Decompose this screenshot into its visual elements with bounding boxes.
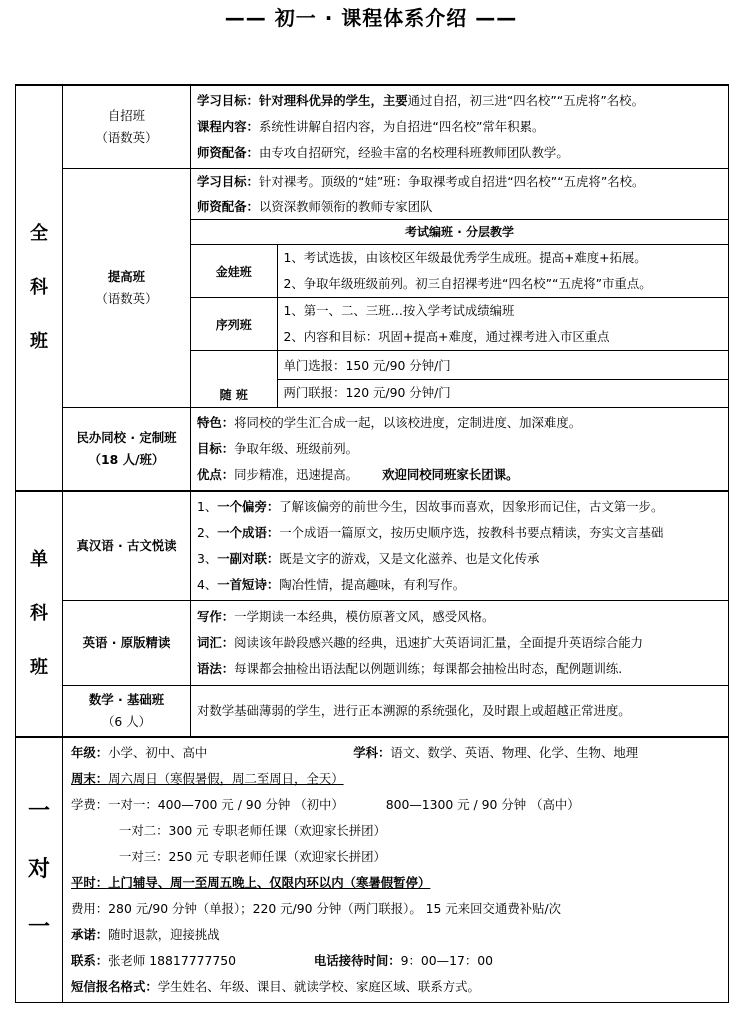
- class-size: （6 人）: [102, 714, 151, 729]
- line-label: 师资配备：: [197, 145, 259, 160]
- sub-name: 序列班: [191, 298, 277, 351]
- sub-row-xulie: [191, 298, 728, 351]
- class-name: 真汉语 · 古文悦读: [76, 538, 177, 553]
- desc-minban: [191, 408, 729, 492]
- desc-shuxue: [191, 686, 729, 738]
- class-name: 自招班: [107, 108, 146, 123]
- class-shuxue: [63, 686, 191, 738]
- category-label: 单 科 班: [30, 549, 48, 678]
- line-label: 一个成语：: [217, 525, 280, 540]
- subject-label: 学科：: [353, 745, 391, 760]
- sms-label: 短信报名格式：: [71, 979, 158, 994]
- line-text: 针对裸考。顶级的“娃”班：争取裸考或自招进“四名校”“五虎将”名校。: [258, 174, 645, 189]
- line-text: 对数学基础薄弱的学生，进行正本溯源的系统强化，及时跟上或超越正常进度。: [197, 703, 631, 718]
- category-label: 一 对 一: [27, 799, 50, 940]
- line-num: 3、: [197, 551, 218, 566]
- line-text: 将同校的学生汇合成一起，以该校进度，定制进度、加深难度。: [234, 415, 582, 430]
- contact-value: 张老师 18817777750: [108, 953, 236, 968]
- class-subjects: （语数英）: [95, 291, 158, 306]
- category-quanke: [16, 85, 63, 491]
- desc-zizhao: [191, 85, 729, 169]
- line-label: 写作：: [197, 609, 235, 624]
- line-text: 以资深教师领衔的教师专家团队: [258, 199, 433, 214]
- fee-label: 学费：: [71, 797, 109, 812]
- line-text: 一个成语一篇原文，按历史顺序选，按教科书要点精读，夯实文言基础: [279, 525, 664, 540]
- promise-value: 随时退款，迎接挑战: [108, 927, 220, 942]
- weekday-label: 平时：: [71, 875, 109, 890]
- row-tigao: [16, 169, 729, 408]
- class-minban: [63, 408, 191, 492]
- line-text: 了解该偏旁的前世今生，因故事而喜欢，因象形而记住，古文第一步。: [279, 499, 664, 514]
- weekday-end: ）: [417, 875, 431, 890]
- grade-label: 年级：: [71, 745, 109, 760]
- sms-value: 学生姓名、年级、课目、就读学校、家庭区域、联系方式。: [157, 979, 480, 994]
- line-num: 4、: [197, 577, 218, 592]
- class-size: （18 人/班）: [88, 452, 165, 467]
- class-name: 数学 · 基础班: [88, 692, 165, 707]
- row-minban: [16, 408, 729, 492]
- hours-value: 9：00—17：00: [400, 953, 493, 968]
- row-zizhao: [16, 85, 729, 169]
- line-num: 1、: [197, 499, 218, 514]
- sub-line: 单门选报：150 元/90 分钟/门: [278, 353, 729, 380]
- desc-hanyu: [191, 491, 729, 601]
- line-label: 一个偏旁：: [217, 499, 280, 514]
- class-yingyu: [63, 601, 191, 686]
- line-text: 一学期读一本经典，模仿原著文风，感受风格。: [234, 609, 495, 624]
- line-text: 每课都会抽检出语法配以例题训练；每课都会抽检出时态，配例题训练.: [234, 661, 623, 676]
- cost-line: 费用：280 元/90 分钟（单报）；220 元/90 分钟（两门联报）。 15 元来回交通费补贴/次: [71, 901, 562, 916]
- sub-classes: [191, 245, 728, 407]
- weekday-value: 上门辅导、周一至周五晚上、仅限内环以内（: [108, 875, 356, 890]
- sub-name: 随 班: [191, 351, 277, 408]
- sub-name: 金娃班: [191, 245, 277, 298]
- category-yiduiyi: [16, 737, 63, 1003]
- line-text: 同步精准，迅速提高。: [234, 467, 359, 482]
- line-label: 词汇：: [197, 635, 235, 650]
- line-label: 语法：: [197, 661, 235, 676]
- line-label: 目标：: [197, 441, 235, 456]
- class-hanyu: [63, 491, 191, 601]
- row-yingyu: [16, 601, 729, 686]
- line-text: 系统性讲解自招内容，为自招进“四名校”常年积累。: [258, 119, 545, 134]
- course-table: [15, 84, 729, 1003]
- fee-1b: 800—1300 元 / 90 分钟 （高中）: [385, 797, 580, 812]
- sub-line: 2、争取年级班级前列。初三自招裸考进“四名校”“五虎将”市重点。: [283, 276, 652, 291]
- fee-3: 一对三：250 元 专职老师任课（欢迎家长拼团）: [119, 849, 386, 864]
- sub-row-suiban: [191, 351, 728, 408]
- line-extra: 欢迎同校同班家长团课。: [382, 467, 519, 482]
- line-text: 既是文字的游戏，又是文化滋养、也是文化传承: [279, 551, 540, 566]
- promise-label: 承诺：: [71, 927, 109, 942]
- weekday-bold: 寒暑假暂停: [355, 875, 418, 890]
- class-subjects: （语数英）: [95, 130, 158, 145]
- line-text: 通过自招，初三进“四名校”“五虎将”名校。: [407, 93, 644, 108]
- fee-2: 一对二：300 元 专职老师任课（欢迎家长拼团）: [119, 823, 386, 838]
- row-shuxue: [16, 686, 729, 738]
- line-text: 由专攻自招研究，经验丰富的名校理科班教师团队教学。: [258, 145, 569, 160]
- sub-row-jinwa: [191, 245, 728, 298]
- grade-value: 小学、初中、高中: [108, 745, 208, 760]
- class-zizhao: [63, 85, 191, 169]
- weekend-label: 周末：: [71, 771, 109, 786]
- weekend-value: 周六周日（寒假暑假，周二至周日，全天）: [108, 771, 344, 786]
- line-text: 争取年级、班级前列。: [234, 441, 359, 456]
- line-label: 师资配备：: [197, 199, 259, 214]
- line-num: 2、: [197, 525, 218, 540]
- category-danke: [16, 491, 63, 737]
- sub-line: 1、考试选拔，由该校区年级最优秀学生成班。提高+难度+拓展。: [283, 250, 647, 265]
- sub-line: 两门联报：120 元/90 分钟/门: [283, 384, 451, 400]
- line-text: 阅读该年龄段感兴趣的经典，迅速扩大英语词汇量，全面提升英语综合能力: [234, 635, 644, 650]
- sub-line: 1、第一、二、三班…按入学考试成绩编班: [283, 303, 515, 318]
- line-text: 陶冶性情，提高趣味，有利写作。: [279, 577, 466, 592]
- contact-label: 联系：: [71, 953, 109, 968]
- class-name: 提高班: [107, 269, 146, 284]
- row-yiduiyi: [16, 737, 729, 1003]
- hours-label: 电话接待时间：: [313, 953, 401, 968]
- line-label: 课程内容：: [197, 119, 259, 134]
- page-title: —— 初一 · 课程体系介绍 ——: [224, 6, 518, 30]
- desc-tigao: [191, 169, 729, 408]
- line-label: 特色：: [197, 415, 235, 430]
- line-label: 学习目标：: [197, 174, 259, 189]
- class-tigao: [63, 169, 191, 408]
- desc-yiduiyi: [63, 737, 729, 1003]
- class-name: 英语 · 原版精读: [82, 635, 171, 650]
- line-label: 一首短诗：: [217, 577, 280, 592]
- class-name: 民办同校 · 定制班: [76, 430, 177, 445]
- line-label: 优点：: [197, 467, 235, 482]
- sub-header: 考试编班 · 分层教学: [191, 220, 728, 245]
- row-hanyu: [16, 491, 729, 601]
- fee-1: 一对一：400—700 元 / 90 分钟 （初中）: [108, 797, 344, 812]
- line-label: 一副对联：: [217, 551, 280, 566]
- sub-line: 2、内容和目标：巩固+提高+难度，通过裸考进入市区重点: [283, 329, 610, 344]
- desc-yingyu: [191, 601, 729, 686]
- subject-value: 语文、数学、英语、物理、化学、生物、地理: [390, 745, 639, 760]
- category-label: 全 科 班: [30, 223, 48, 352]
- line-label: 学习目标：针对理科优异的学生，主要: [197, 93, 408, 108]
